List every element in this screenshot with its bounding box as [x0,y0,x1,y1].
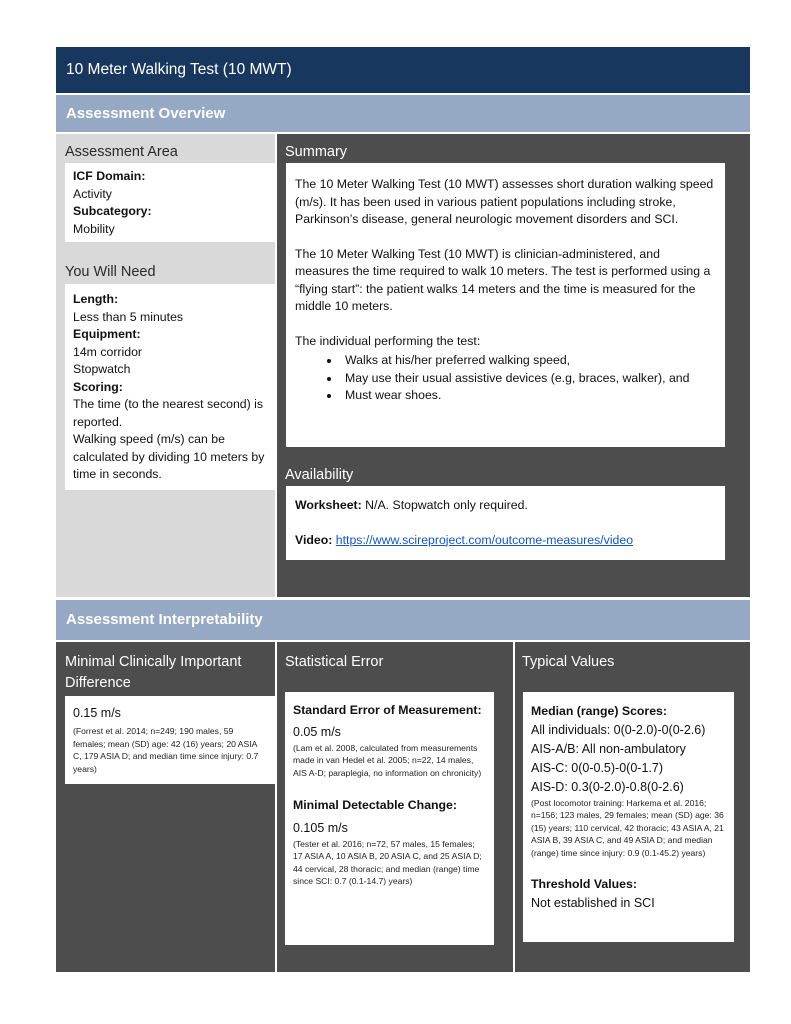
icf-domain-value: Activity [73,186,112,201]
typical-values-heading: Typical Values [522,654,615,670]
median-scores-label: Median (range) Scores: [531,704,667,718]
statistical-error-heading: Statistical Error [285,654,384,670]
scoring-label: Scoring: [73,379,123,394]
mdc-value: 0.105 m/s [293,820,348,835]
summary-paragraph: The individual performing the test: [295,333,481,348]
list-item: • May use their usual assistive devices (e.g, braces, walker), and [341,370,716,388]
subcategory-label: Subcategory: [73,204,152,218]
summary-paragraph: The 10 Meter Walking Test (10 MWT) is clinician-administered, and measures the time required to walk 10 meters. The test is performed using a “flying start”: the patient walks 14 meters and the time is measured for the middle 10 meters. [295,246,711,313]
threshold-value: Not established in SCI [531,895,655,910]
mcid-heading: Minimal Clinically Important Difference [65,654,242,691]
assessment-area-card [65,163,275,242]
video-label: Video: [295,532,333,547]
equipment-item: 14m corridor [73,344,143,359]
mcid-note: (Forrest et al. 2014; n=249; 190 males, 59 females; mean (SD) age: 42 (16) years; 20 ASIA C, 179 ASIA D; and median time since injury: 0.7 years) [73,726,259,774]
mcid-card [65,696,275,784]
typical-value-line: AIS-D: 0.3(0-2.0)-0.8(0-2.6) [531,779,684,794]
typical-value-line: AIS-A/B: All non-ambulatory [531,741,686,756]
summary-paragraph: The 10 Meter Walking Test (10 MWT) assesses short duration walking speed (m/s). It has been used in various patient populations including stroke, Parkinson’s disease, general neurologic movement disorders and SCI. [295,177,714,226]
mdc-label: Minimal Detectable Change: [293,798,457,812]
availability-heading: Availability [285,467,354,483]
scoring-text: The time (to the nearest second) is reported. [73,397,264,429]
length-value: Less than 5 minutes [73,309,184,324]
typical-value-line: AIS-C: 0(0-0.5)-0(0-1.7) [531,760,663,775]
summary-bullet-list [295,352,716,405]
sem-value: 0.05 m/s [293,724,341,739]
mcid-value: 0.15 m/s [73,706,121,720]
icf-domain-label: ICF Domain: [73,169,146,183]
typical-values-note: (Post locomotor training: Harkema et al. 2016; n=156; 123 males, 29 females; mean (SD) age: 36 (15) years; 110 cervical, 42 thoracic; 43 ASIA A, 21 ASIA B, 39 ASIA C, and 49 ASIA D; and median (range) time since injury: 0.9 (0.1-45.2) years) [531,797,724,858]
list-item: • Must wear shoes. [341,387,716,405]
you-will-need-heading: You Will Need [65,264,156,280]
assessment-area-heading: Assessment Area [65,144,178,160]
column-divider [513,642,515,972]
statistical-error-card [285,692,494,945]
assessment-overview-header: Assessment Overview [56,95,750,132]
mdc-note: (Tester et al. 2016; n=72, 57 males, 15 females; 17 ASIA A, 10 ASIA B, 20 ASIA C, and 25 ASIA D; 44 cervical, 28 thoracic; and median (range) time since SCI: 0.7 (0.1-14.7) years) [293,838,482,886]
scoring-text: Walking speed (m/s) can be calculated by dividing 10 meters by time in seconds. [73,432,265,481]
sem-note: (Lam et al. 2008, calculated from measurements made in van Hedel et al. 2005; n=22, 14 males, AIS A-D; paraplegia, no information on chronicity) [293,742,482,778]
typical-value-line: All individuals: 0(0-2.0)-0(0-2.6) [531,722,706,737]
availability-card [286,486,725,560]
list-item: • Walks at his/her preferred walking speed, [341,352,716,370]
subcategory-value: Mobility [73,221,115,236]
summary-heading: Summary [285,144,348,160]
equipment-label: Equipment: [73,327,141,341]
assessment-interpretability-header: Assessment Interpretability [56,600,750,640]
equipment-item: Stopwatch [73,362,131,376]
threshold-label: Threshold Values: [531,877,637,891]
summary-card [286,163,725,447]
worksheet-label: Worksheet: [295,498,362,512]
worksheet-value: N/A. Stopwatch only required. [361,498,528,512]
page-title: 10 Meter Walking Test (10 MWT) [56,47,750,93]
column-divider [275,642,277,972]
typical-values-card [523,692,734,942]
length-label: Length: [73,292,119,306]
you-will-need-card [65,284,275,490]
video-link[interactable]: https://www.scireproject.com/outcome-measures/video [335,532,634,547]
sem-label: Standard Error of Measurement: [293,703,482,717]
